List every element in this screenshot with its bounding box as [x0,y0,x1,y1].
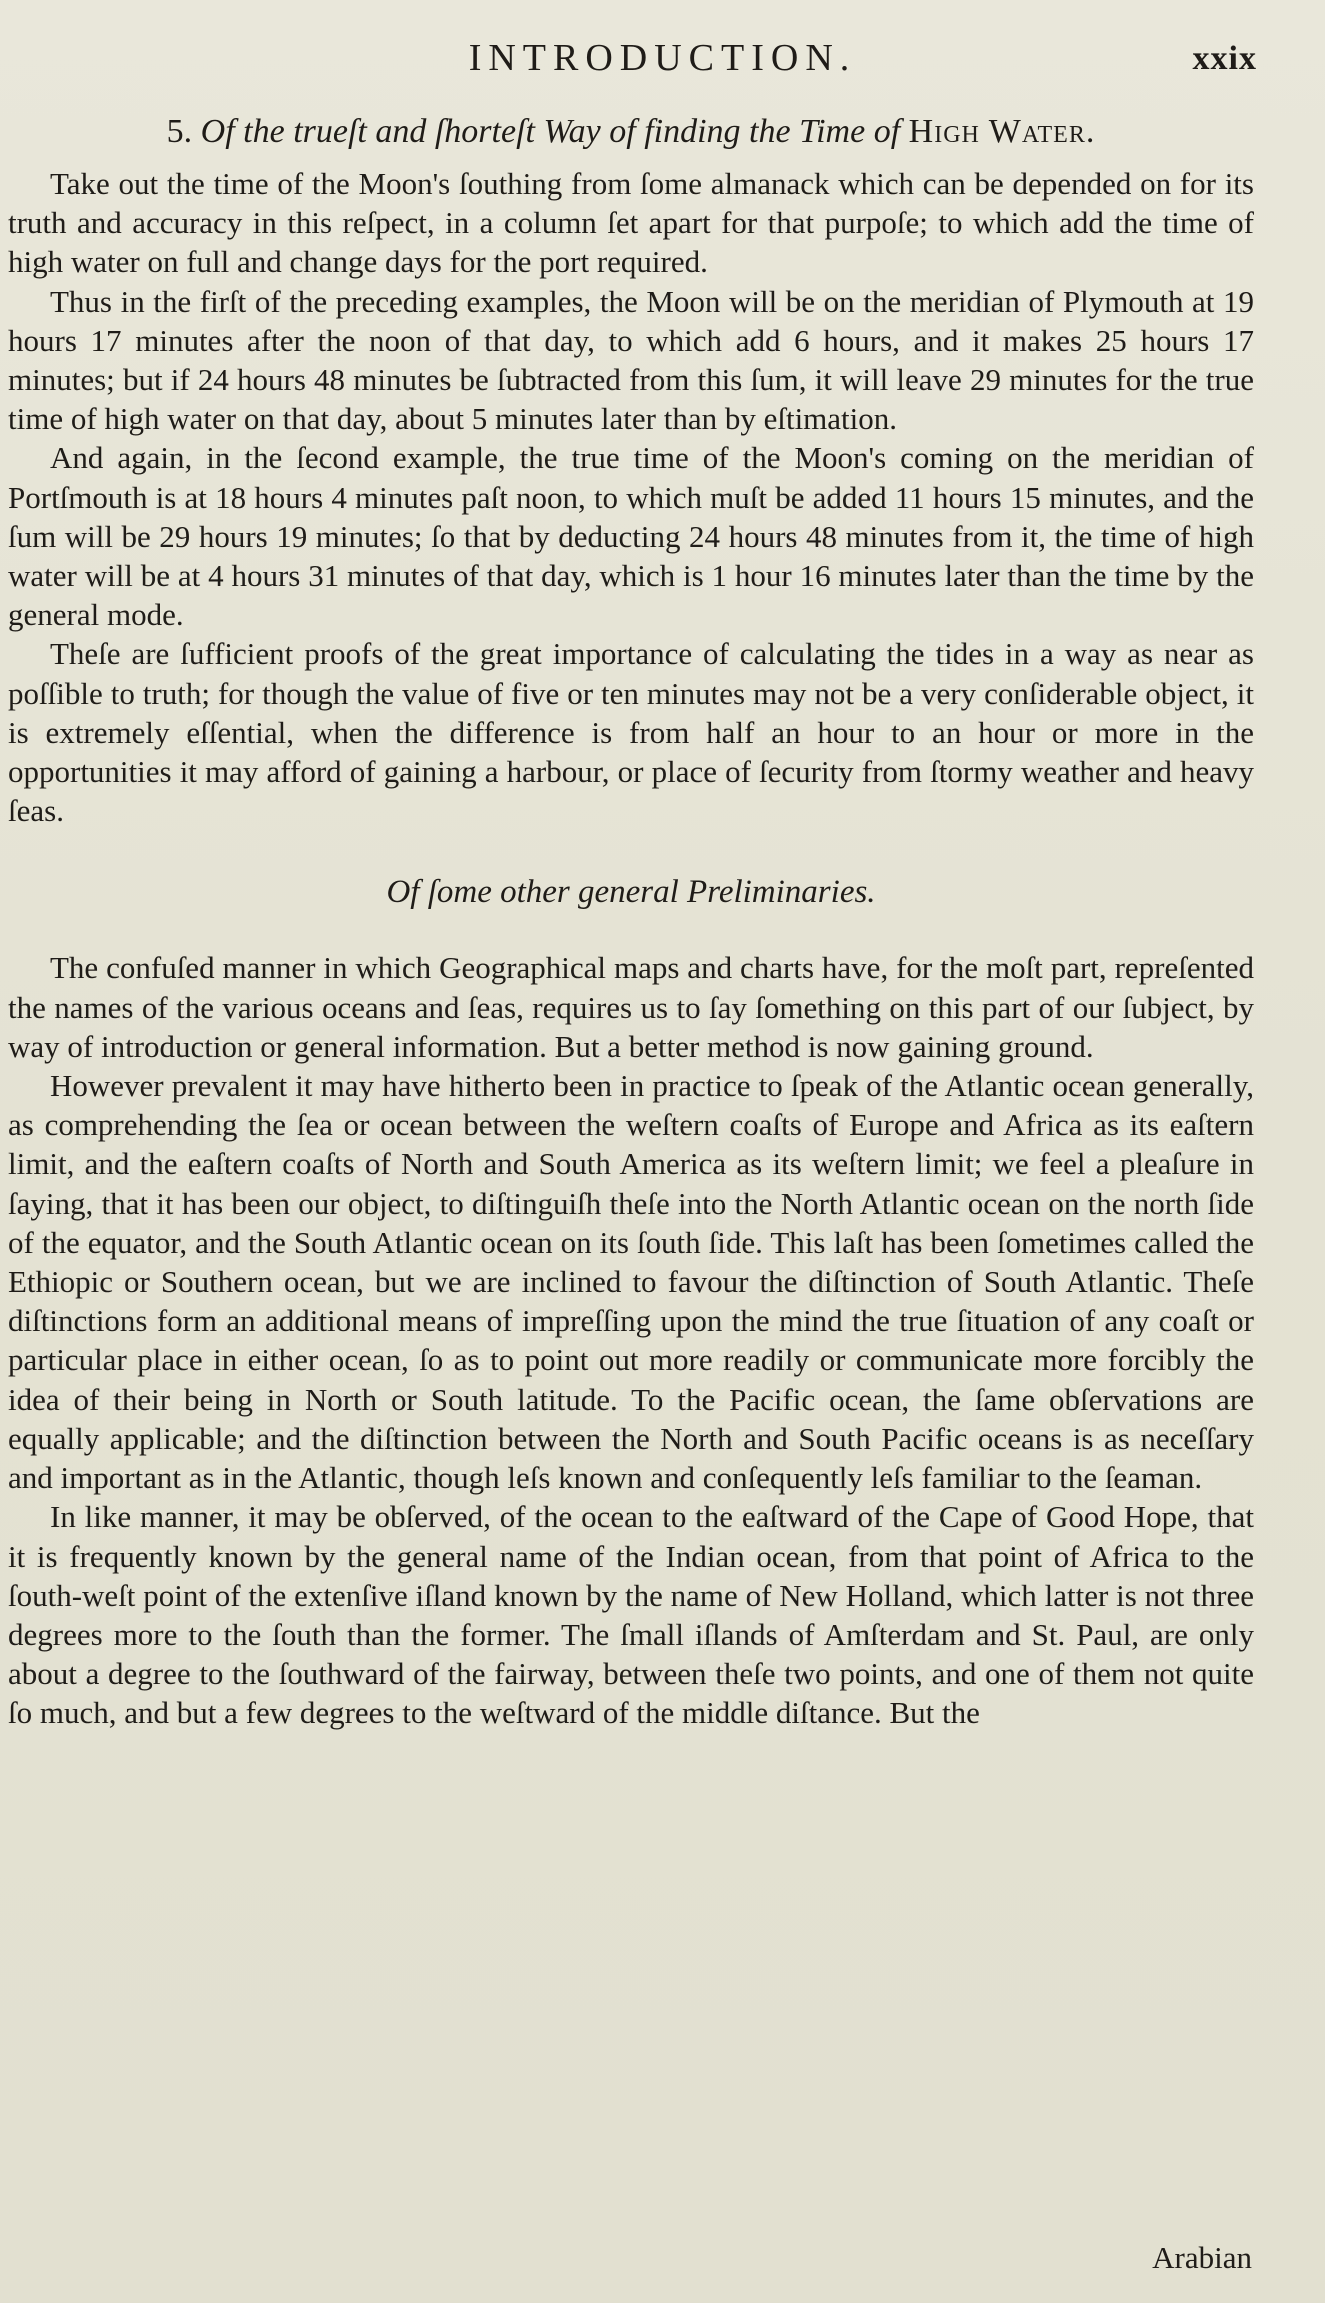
paragraph: The confuſed manner in which Geographical maps and charts have, for the moſt part, repreſented the names of the various oceans and ſeas, requires us to ſay ſomething on this part of our ſubject, by way of introduction or general information. But a better method is now gaining ground. [8,950,1254,1064]
section-title: Of the trueſt and ſhorteſt Way of finding the Time of [200,113,901,150]
paragraph: Take out the time of the Moon's ſouthing from ſome almanack which can be depended on for its truth and accuracy in this reſpect, in a column ſet apart for that purpoſe; to which add the time of high water on full and change days for the port required. [8,166,1254,280]
paragraph: And again, in the ſecond example, the true time of the Moon's coming on the meridian of Portſmouth is at 18 hours 4 minutes paſt noon, to which muſt be added 11 hours 15 minutes, and the ſum will be 29 hours 19 minutes; ſo that by deducting 24 hours 48 minutes from it, the time of high water will be at 4 hours 31 minutes of that day, which is 1 hour 16 minutes later than the time by the general mode. [8,440,1254,633]
section-heading [8,110,1254,154]
page-header [0,36,1325,84]
paragraph: However prevalent it may have hitherto been in practice to ſpeak of the Atlantic ocean generally, as comprehending the ſea or ocean between the weſtern coaſts of Europe and Africa as its eaſtern limit, and the eaſtern coaſts of North and South America as its weſtern limit; we feel a pleaſure in ſaying, that it has been our object, to diſtinguiſh theſe into the North Atlantic ocean on the north ſide of the equator, and the South Atlantic ocean on its ſouth ſide. This laſt has been ſometimes called the Ethiopic or Southern ocean, but we are inclined to favour the diſtinction of South Atlantic. Theſe diſtinctions form an additional means of impreſſing upon the mind the true ſituation of any coaſt or particular place in either ocean, ſo as to point out more readily or communicate more forcibly the idea of their being in North or South latitude. To the Pacific ocean, the ſame obſervations are equally applicable; and the diſtinction between the North and South Pacific oceans is as neceſſary and important as in the Atlantic, though leſs known and conſequently leſs familiar to the ſeaman. [8,1068,1254,1496]
paragraph: In like manner, it may be obſerved, of the ocean to the eaſtward of the Cape of Good Hope, that it is frequently known by the general name of the Indian ocean, from that point of Africa to the ſouth-weſt point of the extenſive iſland known by the name of New Holland, which latter is not three degrees more to the ſouth than the former. The ſmall iſlands of Amſterdam and St. Paul, are only about a degree to the ſouthward of the fairway, between theſe two points, and one of them not quite ſo much, and but a few degrees to the weſtward of the middle diſtance. But the [8,1499,1254,1731]
page-body [8,110,1254,1733]
section-number: 5. [166,113,193,150]
subsection-heading: Of ſome other general Preliminaries. [386,874,876,911]
section-title-caps: High Water. [908,113,1096,150]
page-number: xxix [1192,40,1257,77]
catchword: Arabian [1152,2240,1252,2275]
paragraph: Theſe are ſufficient proofs of the great importance of calculating the tides in a way as near as poſſible to truth; for though the value of five or ten minutes may not be a very conſiderable object, it is extremely eſſential, when the difference is from half an hour to an hour or more in the opportunities it may afford of gaining a harbour, or place of ſecurity from ſtormy weather and heavy ſeas. [8,636,1254,829]
paragraph: Thus in the firſt of the preceding examples, the Moon will be on the meridian of Plymouth at 19 hours 17 minutes after the noon of that day, to which add 6 hours, and it makes 25 hours 17 minutes; but if 24 hours 48 minutes be ſubtracted from this ſum, it will leave 29 minutes for the true time of high water on that day, about 5 minutes later than by eſtimation. [8,283,1254,437]
running-title: INTRODUCTION. [468,37,857,79]
